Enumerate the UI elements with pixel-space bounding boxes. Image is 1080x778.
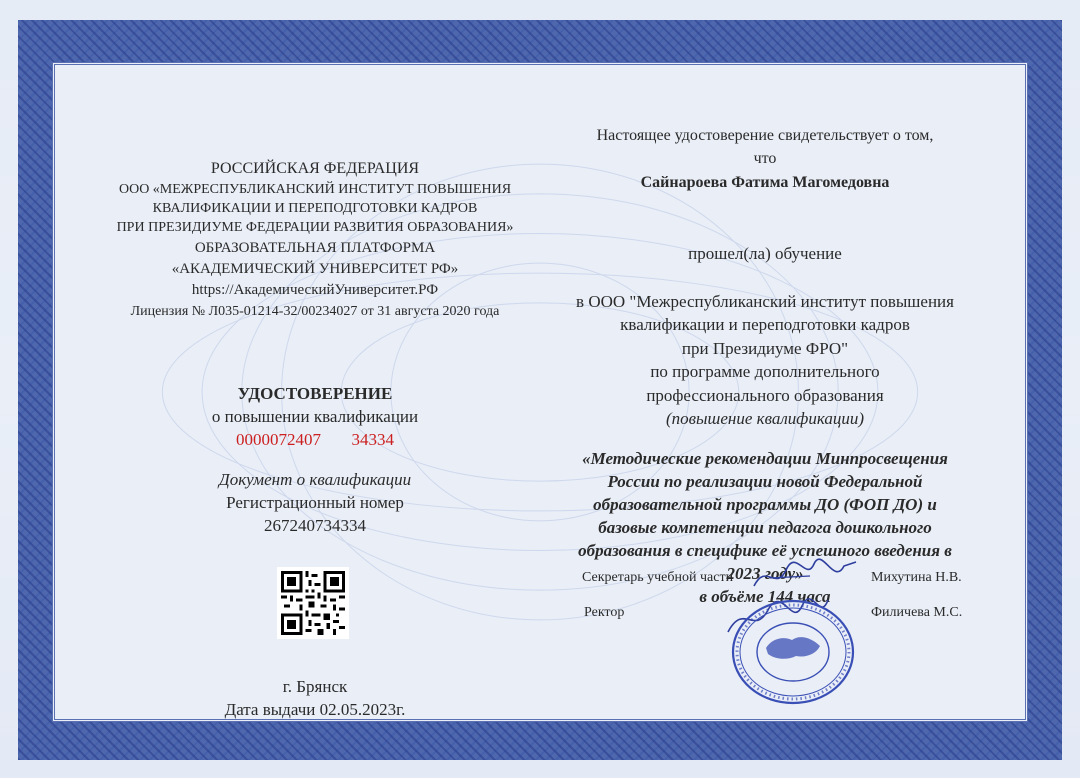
- course-title-line-6: 2023 году»: [726, 564, 804, 583]
- qr-code[interactable]: [277, 567, 349, 639]
- registration-number: 267240734334: [264, 516, 366, 535]
- document-title: УДОСТОВЕРЕНИЕ: [237, 384, 393, 403]
- country-name: РОССИЙСКАЯ ФЕДЕРАЦИЯ: [210, 160, 420, 177]
- official-stamp-seal: [730, 598, 856, 706]
- person-name: Сайнароева Фатима Магомедовна: [640, 174, 890, 191]
- registration-label: Регистрационный номер: [226, 493, 404, 512]
- course-title-line-4: базовые компетенции педагога дошкольного: [598, 518, 932, 537]
- intro-line-1: Настоящее удостоверение свидетельствует о том,: [596, 127, 934, 144]
- document-subtitle: о повышении квалификации: [211, 407, 419, 426]
- qr-code-icon: [281, 571, 345, 635]
- org-line-2: КВАЛИФИКАЦИИ И ПЕРЕПОДГОТОВКИ КАДРОВ: [152, 201, 478, 216]
- document-type: Документ о квалификации: [218, 470, 412, 489]
- serial-number: [236, 430, 394, 450]
- license-text: Лицензия № Л035-01214-32/00234027 от 31 августа 2020 года: [130, 304, 500, 319]
- institution-line-2: квалификации и переподготовки кадров: [620, 315, 910, 334]
- org-line-1: ООО «МЕЖРЕСПУБЛИКАНСКИЙ ИНСТИТУТ ПОВЫШЕНИЯ: [118, 182, 512, 197]
- completed-text: прошел(ла) обучение: [688, 244, 842, 263]
- program-type: (повышение квалификации): [665, 409, 865, 428]
- platform-line-1: ОБРАЗОВАТЕЛЬНАЯ ПЛАТФОРМА: [194, 240, 436, 256]
- website: https://АкадемическийУниверситет.РФ: [191, 282, 439, 298]
- institution-line-3: при Президиуме ФРО": [681, 339, 849, 358]
- secretary-name: Михутина Н.В.: [871, 570, 962, 585]
- city: г. Брянск: [282, 677, 348, 696]
- issue-date: Дата выдачи 02.05.2023г.: [224, 700, 406, 719]
- program-line-1: по программе дополнительного: [650, 362, 880, 381]
- platform-line-2: «АКАДЕМИЧЕСКИЙ УНИВЕРСИТЕТ РФ»: [171, 261, 459, 277]
- secretary-signature: [750, 556, 862, 596]
- course-title-line-1: «Методические рекомендации Минпросвещения: [582, 449, 948, 468]
- course-title-line-2: России по реализации новой Федеральной: [607, 472, 923, 491]
- course-hours: в объёме 144 часа: [699, 587, 831, 606]
- program-line-2: профессионального образования: [646, 386, 884, 405]
- rector-name: Филичева М.С.: [871, 605, 963, 620]
- course-title-line-3: образовательной программы ДО (ФОП ДО) и: [593, 495, 937, 514]
- org-line-3: ПРИ ПРЕЗИДИУМЕ ФЕДЕРАЦИИ РАЗВИТИЯ ОБРАЗОВАНИЯ»: [116, 220, 514, 235]
- serial-number-suffix: 34334: [351, 430, 394, 449]
- institution-line-1: в ООО "Межреспубликанский институт повышения: [576, 292, 954, 311]
- intro-line-2: что: [753, 150, 777, 167]
- secretary-label: Секретарь учебной части: [582, 570, 734, 585]
- serial-number-main: 0000072407: [236, 430, 321, 449]
- rector-label: Ректор: [584, 605, 625, 620]
- course-title-line-5: образования в специфике её успешного введения в: [578, 541, 952, 560]
